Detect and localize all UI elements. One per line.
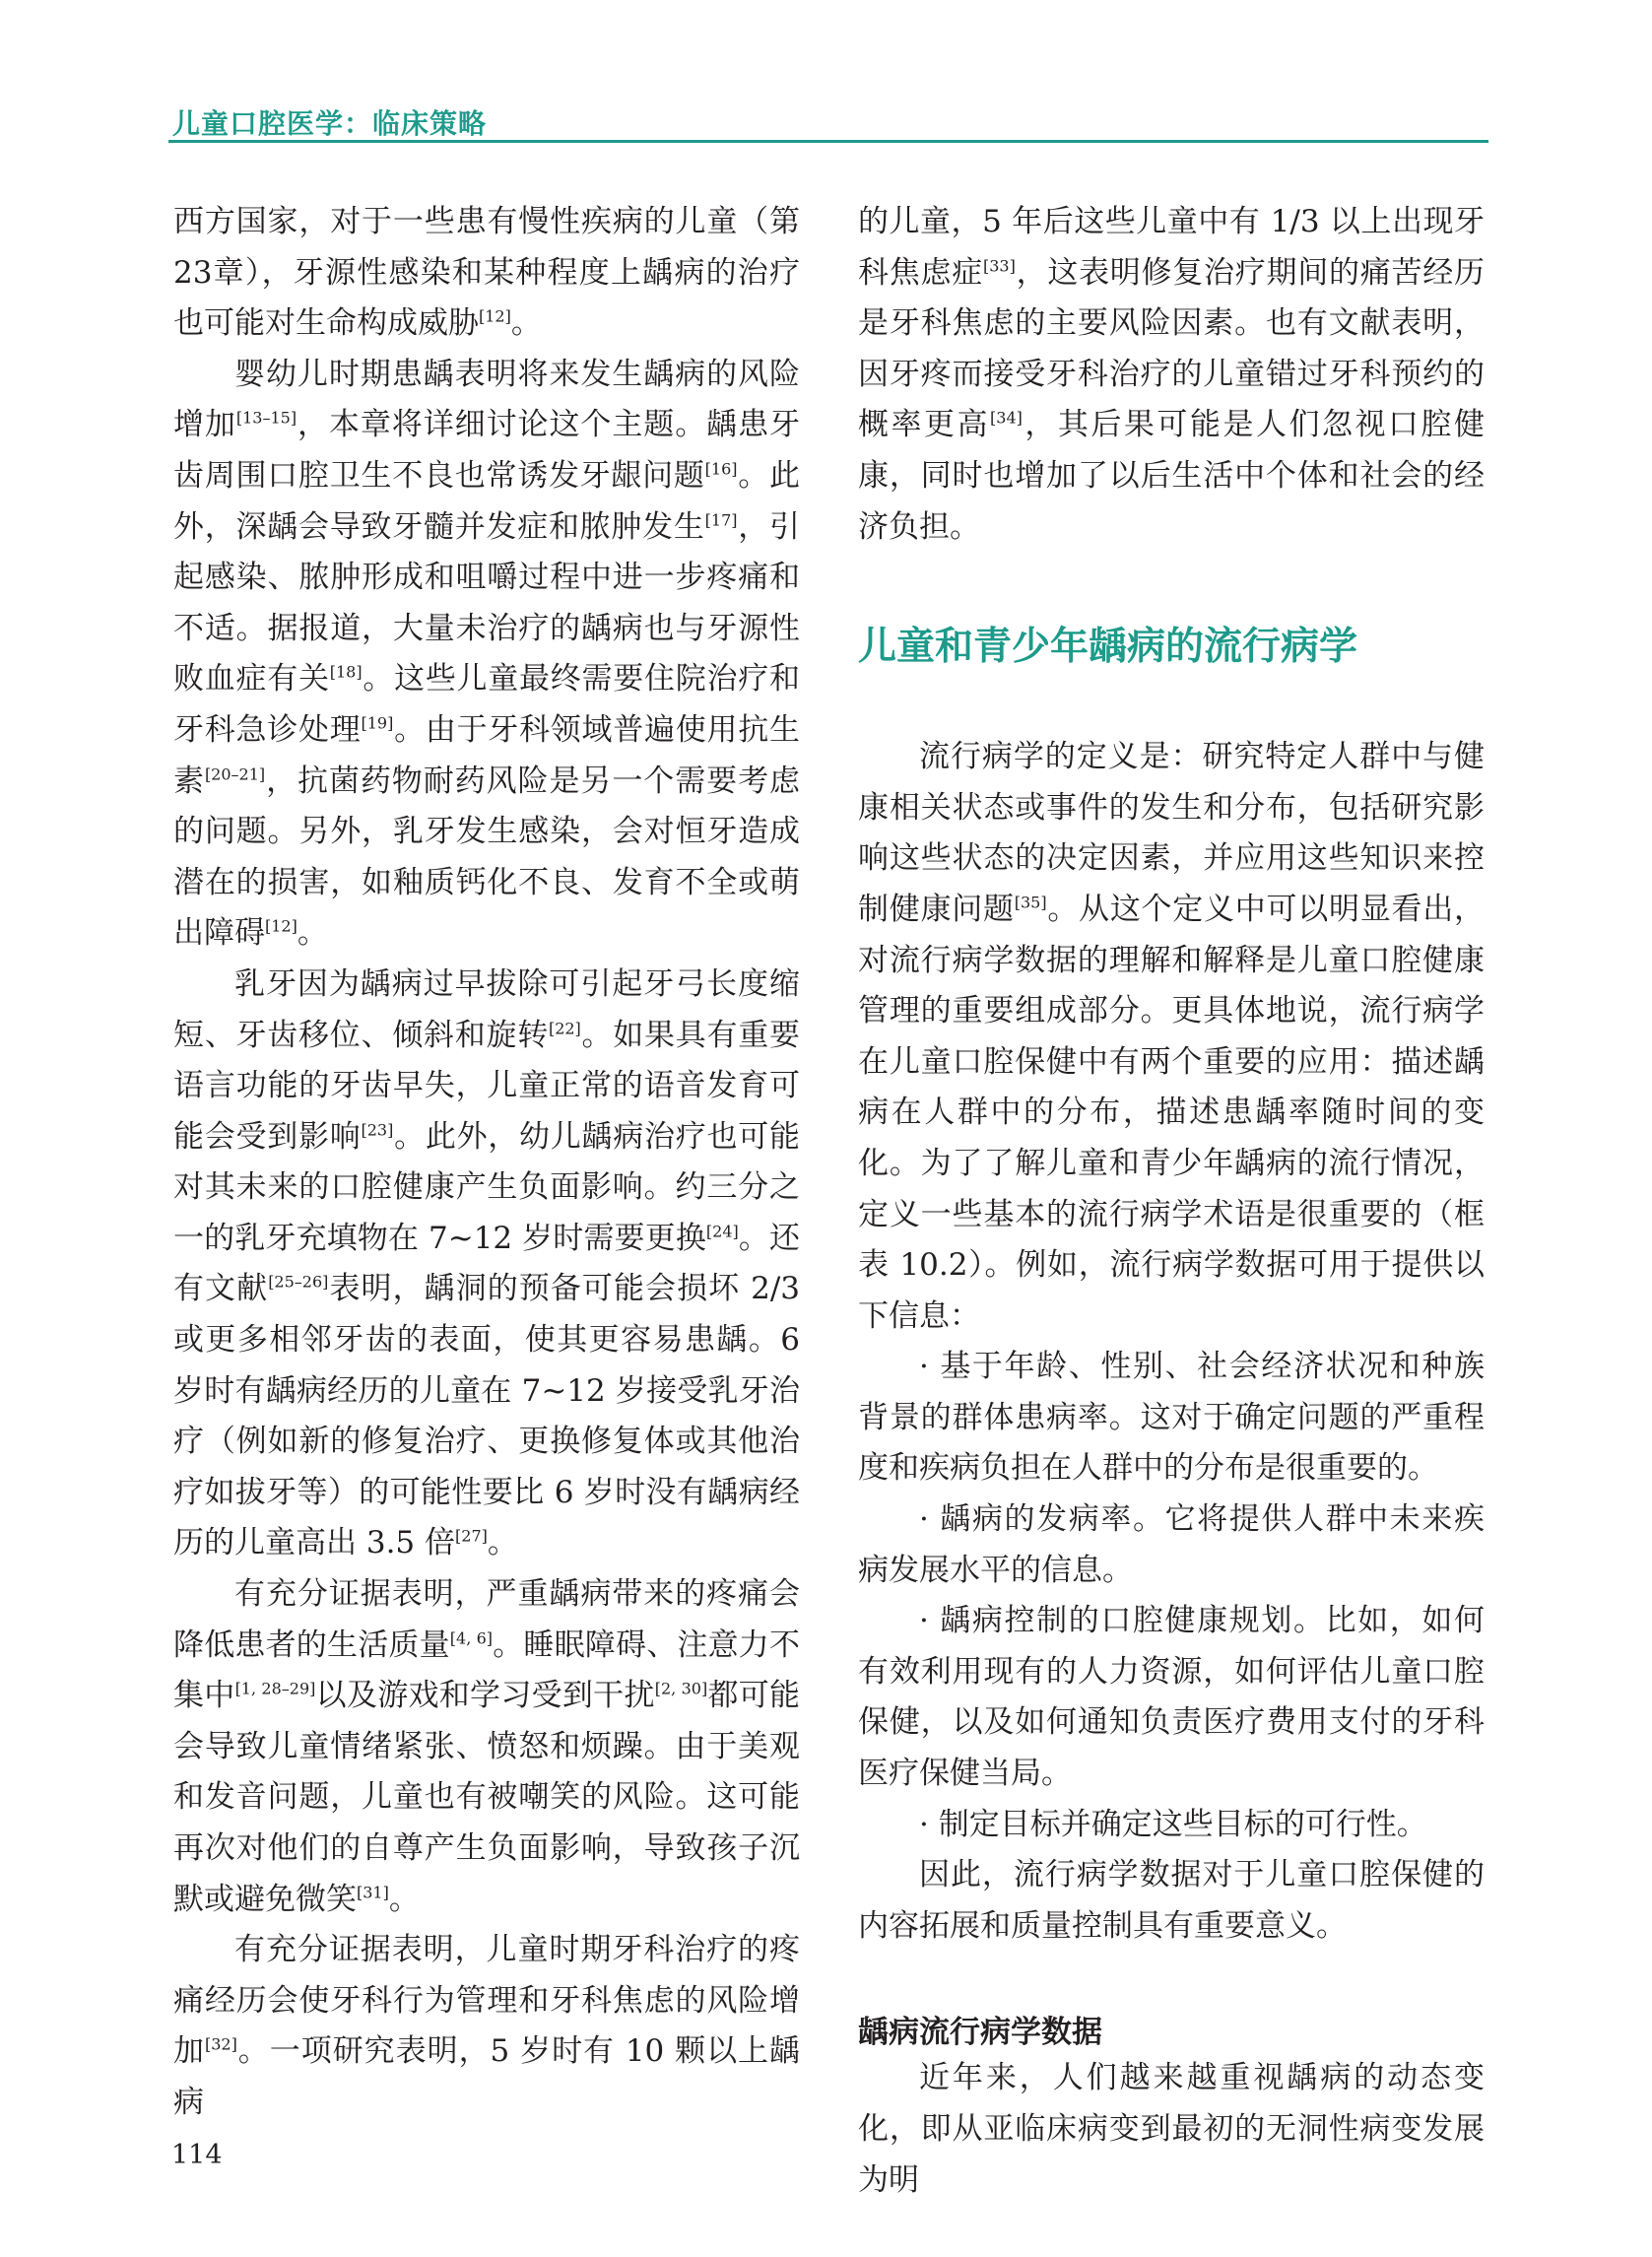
paragraph-epidemiology-definition: 流行病学的定义是：研究特定人群中与健康相关状态或事件的发生和分布，包括研究影响这些状态的决定因素，并应用这些知识来控制健康问题[35]。从这个定义中可以明显看出，对流行病学数据的理解和解释是儿童口腔健康管理的重要组成部分。更具体地说，流行病学在儿童口腔保健中有两个重要的应用：描述龋病在人群中的分布，描述患龋率随时间的变化。为了了解儿童和青少年龋病的流行情况，定义一些基本的流行病学术语是很重要的（框表 10.2）。例如，流行病学数据可用于提供以下信息：	[858, 739, 1486, 1334]
left-column	[173, 197, 800, 2129]
paragraph-2: 婴幼儿时期患龋表明将来发生龋病的风险增加[13–15]，本章将详细讨论这个主题。龋患牙齿周围口腔卫生不良也常诱发牙龈问题[16]。此外，深龋会导致牙髓并发症和脓肿发生[17]，引起感染、脓肿形成和咀嚼过程中进一步疼痛和不适。据报道，大量未治疗的龋病也与牙源性败血症有关[18]。这些儿童最终需要住院治疗和牙科急诊处理[19]。由于牙科领域普遍使用抗生素[20–21]，抗菌药物耐药风险是另一个需要考虑的问题。另外，乳牙发生感染，会对恒牙造成潜在的损害，如釉质钙化不良、发育不全或萌出障碍[12]。	[173, 356, 801, 952]
bullet-item: · 基于年龄、性别、社会经济状况和种族背景的群体患病率。这对于确定问题的严重程度和疾病负担在人群中的分布是很重要的。	[858, 1349, 1485, 1487]
paragraph-caries-data: 近年来，人们越来越重视龋病的动态变化，即从亚临床病变到最初的无洞性病变发展为明	[858, 2060, 1485, 2198]
book-title: 儿童口腔医学：临床策略	[172, 107, 488, 140]
paragraph-continued: 的儿童，5 年后这些儿童中有 1/3 以上出现牙科焦虑症[33]，这表明修复治疗期间的痛苦经历是牙科焦虑的主要风险因素。也有文献表明，因牙疼而接受牙科治疗的儿童错过牙科预约的概率更高[34]，其后果可能是人们忽视口腔健康，同时也增加了以后生活中个体和社会的经济负担。	[858, 204, 1486, 545]
paragraph-3: 乳牙因为龋病过早拔除可引起牙弓长度缩短、牙齿移位、倾斜和旋转[22]。如果具有重要语言功能的牙齿早失，儿童正常的语音发育可能会受到影响[23]。此外，幼儿龋病治疗也可能对其未来的口腔健康产生负面影响。约三分之一的乳牙充填物在 7~12 岁时需要更换[24]。还有文献[25–26]表明，龋洞的预备可能会损坏 2/3 或更多相邻牙齿的表面，使其更容易患龋。6 岁时有龋病经历的儿童在 7~12 岁接受乳牙治疗（例如新的修复治疗、更换修复体或其他治疗如拔牙等）的可能性要比 6 岁时没有龋病经历的儿童高出 3.5 倍[27]。	[173, 965, 801, 1561]
running-header	[168, 95, 1488, 144]
header-rule	[168, 140, 1488, 143]
bullet-item: · 制定目标并确定这些目标的可行性。	[919, 1806, 1427, 1842]
right-column	[858, 197, 1485, 2206]
section-heading: 儿童和青少年龋病的流行病学	[858, 625, 1358, 670]
paragraph-4: 有充分证据表明，严重龋病带来的疼痛会降低患者的生活质量[4, 6]。睡眠障碍、注意力不集中[1, 28–29]以及游戏和学习受到干扰[2, 30]都可能会导致儿童情绪紧张、愤怒和烦躁。由于美观和发音问题，儿童也有被嘲笑的风险。这可能再次对他们的自尊产生负面影响，导致孩子沉默或避免微笑[31]。	[173, 1576, 801, 1917]
paragraph-conclusion: 因此，流行病学数据对于儿童口腔保健的内容拓展和质量控制具有重要意义。	[858, 1857, 1485, 1944]
subsection-heading: 龋病流行病学数据	[858, 2015, 1102, 2051]
page-number: 114	[171, 2140, 223, 2170]
bullet-item: · 龋病控制的口腔健康规划。比如，如何有效利用现有的人力资源，如何评估儿童口腔保健，以及如何通知负责医疗费用支付的牙科医疗保健当局。	[858, 1603, 1485, 1792]
paragraph-5: 有充分证据表明，儿童时期牙科治疗的疼痛经历会使牙科行为管理和牙科焦虑的风险增加[32]。一项研究表明，5 岁时有 10 颗以上龋病	[173, 1932, 801, 2120]
bullet-item: · 龋病的发病率。它将提供人群中未来疾病发展水平的信息。	[858, 1501, 1485, 1588]
paragraph-1: 西方国家，对于一些患有慢性疾病的儿童（第23章），牙源性感染和某种程度上龋病的治疗也可能对生命构成威胁[12]。	[173, 204, 800, 342]
